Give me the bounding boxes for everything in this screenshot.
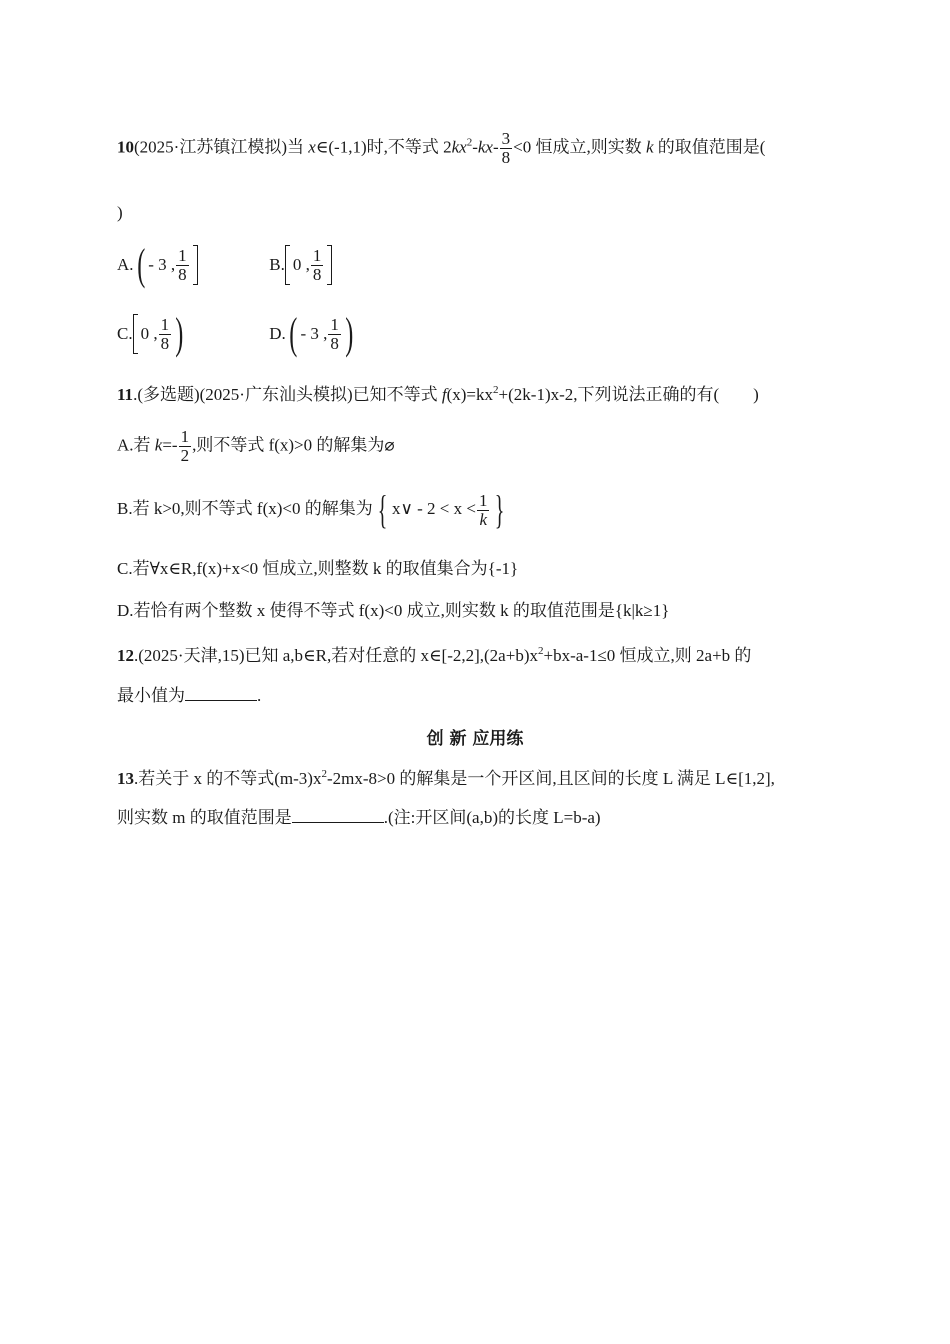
question-11-option-a[interactable] [117, 428, 395, 465]
stem-text: 当 [286, 137, 309, 157]
variable-k: k [645, 137, 654, 157]
variable-kx: -kx- [472, 137, 499, 157]
option-label: B. [269, 255, 285, 274]
fraction-denominator: 8 [178, 264, 187, 284]
stem-text: <0 恒成立,则实数 [513, 137, 646, 157]
fraction [500, 130, 513, 167]
question-number: 11 [117, 385, 134, 404]
stem-text: -2mx-8>0 的解集是一个开区间,且区间的长度 L 满足 L∈[1,2], [326, 769, 775, 788]
stem-text: +bx-a-1≤0 恒成立,则 2a+b 的 [543, 646, 752, 665]
stem-text: .(2025·天津,15)已知 a,b∈R,若对任意的 x∈[-2,2],(2a+b)x [134, 646, 538, 665]
fraction-denominator: 2 [180, 446, 190, 465]
variable-k: k [154, 435, 163, 455]
interval-start: 0 , [140, 324, 158, 343]
question-10-stem [117, 130, 765, 167]
stem-text: .若关于 x 的不等式(m-3)x [134, 769, 322, 788]
question-number: 13 [117, 769, 134, 788]
question-13-stem [117, 763, 775, 790]
fraction [179, 428, 192, 465]
fraction-numerator: 3 [501, 129, 511, 148]
option-label: C. [117, 324, 133, 343]
option-d[interactable] [269, 309, 356, 358]
option-a[interactable] [117, 240, 265, 289]
variable-x: x [308, 137, 316, 157]
left-paren: ( [289, 309, 298, 358]
superscript: 2 [493, 384, 499, 396]
question-10-options-row-1 [117, 240, 332, 289]
superscript: 2 [466, 136, 473, 149]
right-square-bracket [193, 245, 198, 285]
interval-start: - 3 , [300, 324, 328, 343]
fraction-denominator: 8 [501, 148, 511, 167]
stem-text: .(多选题)(2025·广东汕头模拟)已知不等式 [133, 385, 442, 404]
fraction [311, 247, 324, 284]
interval-start: - 3 , [148, 255, 176, 274]
left-brace: { [377, 487, 388, 532]
question-10-close: ) [117, 203, 123, 222]
stem-text: 则实数 m 的取值范围是 [117, 808, 292, 827]
fraction-numerator: 1 [180, 427, 190, 446]
question-13-answer-line [117, 806, 601, 829]
option-label: A. [117, 255, 134, 274]
question-10-options-row-2 [117, 309, 357, 358]
option-text: A.若 [117, 435, 155, 455]
left-bracket: ( [136, 240, 145, 289]
stem-text: (x)=kx [446, 385, 494, 404]
variable-kx: kx [451, 137, 467, 157]
interval-start: 0 , [292, 255, 310, 274]
option-text: ,则不等式 f(x)>0 的解集为⌀ [192, 435, 395, 455]
fraction-numerator: 1 [330, 314, 339, 334]
question-11-option-c[interactable]: C.若∀x∈R,f(x)+x<0 恒成立,则整数 k 的取值集合为{-1} [117, 559, 519, 578]
fraction-numerator: 1 [178, 245, 187, 265]
right-paren: ) [345, 309, 354, 358]
stem-text: +(2k-1)x-2,下列说法正确的有( ) [498, 385, 759, 404]
superscript: 2 [321, 768, 327, 780]
right-paren: ) [175, 309, 184, 358]
left-square-bracket [285, 245, 290, 285]
fraction-denominator: 8 [160, 333, 170, 353]
fraction [328, 316, 341, 353]
stem-text: ∈(-1,1)时,不等式 2 [315, 137, 452, 157]
question-source: (2025·江苏镇江模拟) [134, 137, 287, 157]
answer-blank[interactable] [185, 684, 257, 701]
fraction-denominator: k [479, 509, 487, 529]
fraction-numerator: 1 [312, 245, 322, 265]
stem-text: 的取值范围是( [653, 137, 766, 157]
right-brace: } [495, 487, 505, 532]
option-b[interactable] [269, 245, 332, 285]
answer-blank[interactable] [292, 806, 384, 823]
question-12-answer-line [117, 684, 261, 707]
question-11-option-d[interactable]: D.若恰有两个整数 x 使得不等式 f(x)<0 成立,则实数 k 的取值范围是{k|k≥1} [117, 601, 670, 620]
fraction-numerator: 1 [478, 490, 488, 510]
option-text: B.若 k>0,则不等式 f(x)<0 的解集为 [117, 498, 373, 518]
question-number: 12 [117, 646, 134, 665]
left-square-bracket [133, 314, 138, 354]
option-text: =- [162, 435, 178, 455]
stem-text: 最小值为 [117, 686, 185, 705]
fraction-denominator: 8 [312, 264, 322, 284]
fraction [159, 316, 172, 353]
question-11-option-b[interactable] [117, 487, 510, 532]
option-c[interactable] [117, 309, 265, 358]
fraction-numerator: 1 [160, 314, 170, 334]
option-label: D. [269, 324, 286, 343]
fraction [477, 492, 490, 529]
function-f: f [441, 385, 447, 404]
stem-text: . [257, 686, 262, 705]
right-square-bracket [327, 245, 332, 285]
fraction [176, 247, 189, 284]
set-expression: x∨ - 2 < x < [391, 498, 476, 518]
question-number: 10 [117, 137, 134, 157]
stem-text: .(注:开区间(a,b)的长度 L=b-a) [383, 808, 601, 827]
question-12-stem [117, 640, 751, 667]
section-title: 创 新 应用练 [426, 729, 524, 749]
fraction-denominator: 8 [330, 333, 339, 353]
question-11-stem [117, 379, 759, 406]
superscript: 2 [537, 645, 544, 657]
